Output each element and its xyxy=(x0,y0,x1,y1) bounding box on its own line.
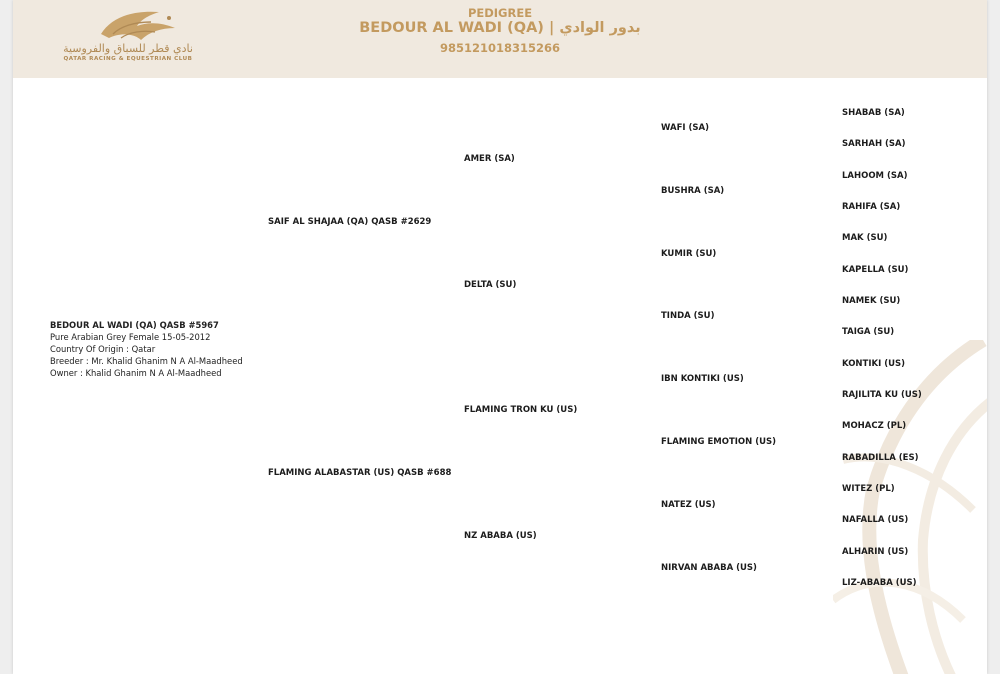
subject-country: Country Of Origin : Qatar xyxy=(50,344,156,354)
grandparent-name: NZ ABABA (US) xyxy=(464,531,537,541)
registration-number: 985121018315266 xyxy=(439,41,561,55)
grandparent-name: FLAMING TRON KU (US) xyxy=(464,405,578,415)
great-grandparent-name: NATEZ (US) xyxy=(661,500,716,510)
ancestor-gen4-name: NAMEK (SU) xyxy=(842,296,901,306)
sire-name: SAIF AL SHAJAA (QA) QASB #2629 xyxy=(268,217,432,227)
ancestor-gen4-name: RABADILLA (ES) xyxy=(842,453,919,463)
logo-arabic-text: نادي قطر للسباق والفروسية xyxy=(63,42,193,55)
great-grandparent-name: BUSHRA (SA) xyxy=(661,186,725,196)
great-grandparent-name: TINDA (SU) xyxy=(661,311,715,321)
ancestor-gen4-name: RAHIFA (SA) xyxy=(842,202,901,212)
ancestor-gen4-name: TAIGA (SU) xyxy=(842,327,895,337)
ancestor-gen4-name: LAHOOM (SA) xyxy=(842,171,908,181)
subject-name: BEDOUR AL WADI (QA) QASB #5967 xyxy=(50,320,219,330)
ancestor-gen4-name: MOHACZ (PL) xyxy=(842,421,907,431)
ancestor-gen4-name: KONTIKI (US) xyxy=(842,359,906,369)
ancestor-gen4-name: LIZ-ABABA (US) xyxy=(842,578,917,588)
ancestor-gen4-name: SARHAH (SA) xyxy=(842,139,906,149)
ancestor-gen4-name: NAFALLA (US) xyxy=(842,515,909,525)
subject-owner: Owner : Khalid Ghanim N A Al-Maadheed xyxy=(50,368,222,378)
great-grandparent-name: FLAMING EMOTION (US) xyxy=(661,437,777,447)
ancestor-gen4-name: KAPELLA (SU) xyxy=(842,265,909,275)
subject-description: Pure Arabian Grey Female 15-05-2012 xyxy=(50,332,211,342)
horse-title: BEDOUR AL WADI (QA) | بدور الوادي xyxy=(359,20,641,36)
great-grandparent-name: KUMIR (SU) xyxy=(661,249,717,259)
great-grandparent-name: NIRVAN ABABA (US) xyxy=(661,563,757,573)
header-banner xyxy=(13,0,987,78)
ancestor-gen4-name: MAK (SU) xyxy=(842,233,888,243)
subject-breeder: Breeder : Mr. Khalid Ghanim N A Al-Maadheed xyxy=(50,356,243,366)
pedigree-label: PEDIGREE xyxy=(467,6,533,20)
grandparent-name: AMER (SA) xyxy=(464,154,515,164)
great-grandparent-name: IBN KONTIKI (US) xyxy=(661,374,744,384)
subject-horse-details xyxy=(50,319,243,379)
logo-english-text: QATAR RACING & EQUESTRIAN CLUB xyxy=(63,56,193,62)
ancestor-gen4-name: RAJILITA KU (US) xyxy=(842,390,922,400)
ancestor-gen4-name: ALHARIN (US) xyxy=(842,547,909,557)
grandparent-name: DELTA (SU) xyxy=(464,280,517,290)
dam-name: FLAMING ALABASTAR (US) QASB #688 xyxy=(268,468,452,478)
ancestor-gen4-name: SHABAB (SA) xyxy=(842,108,905,118)
ancestor-gen4-name: WITEZ (PL) xyxy=(842,484,895,494)
great-grandparent-name: WAFI (SA) xyxy=(661,123,709,133)
pedigree-page xyxy=(13,0,987,674)
